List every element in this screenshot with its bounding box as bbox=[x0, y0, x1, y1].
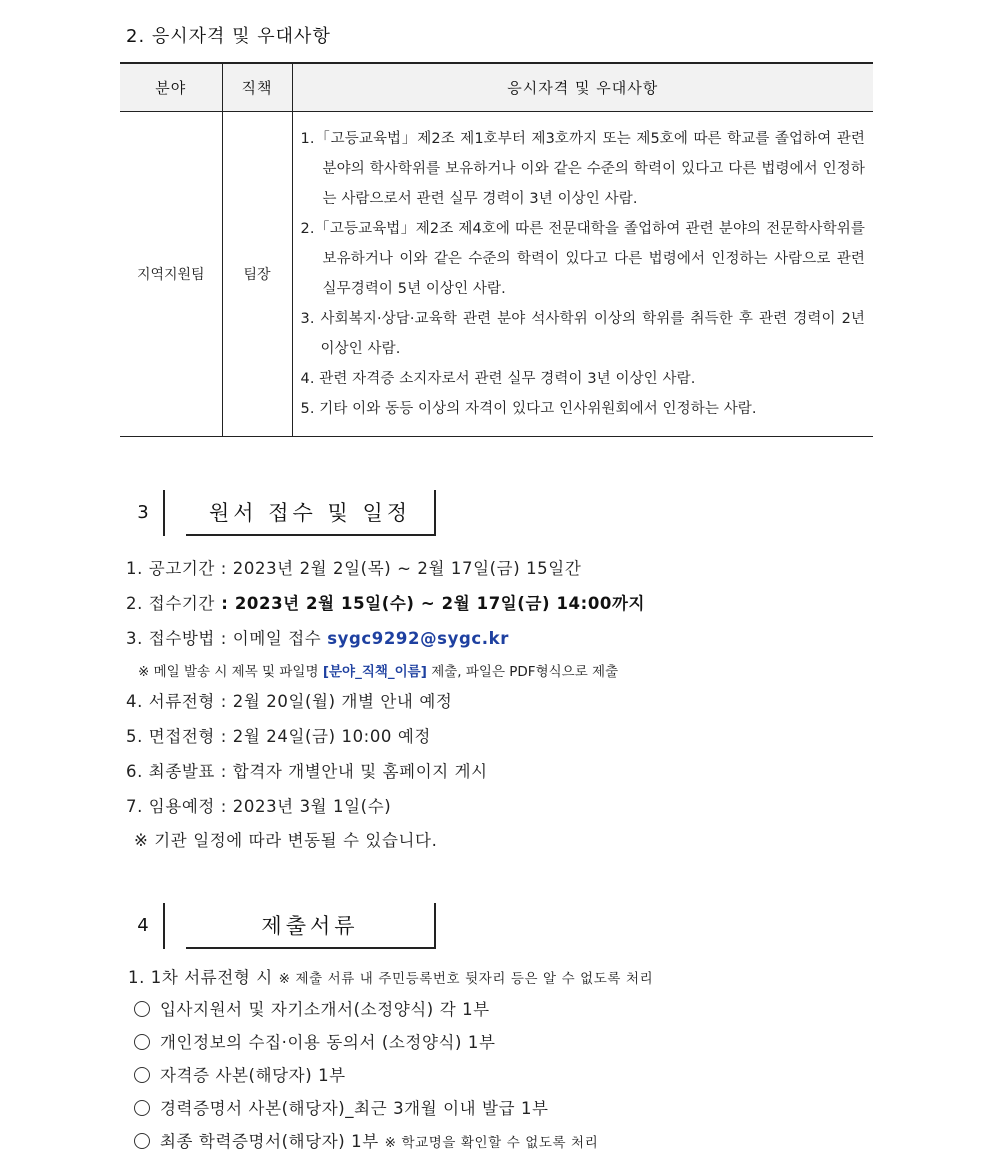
qualification-item-2: 2.「고등교육법」제2조 제4호에 따른 전문대학을 졸업하여 관련 분야의 전문학사학위를 보유하거나 이와 같은 수준의 학력이 있다고 다른 법령에서 인정하는 사람으로 관련 실무경력이 5년 이상인 사람. bbox=[300, 221, 865, 297]
qualifications-table bbox=[120, 62, 873, 437]
doc-item-3: 자격증 사본(해당자) 1부 bbox=[160, 1066, 346, 1085]
section-3-title: 원서 접수 및 일정 bbox=[186, 490, 436, 536]
list-item bbox=[134, 1029, 496, 1053]
circle-bullet-icon bbox=[134, 1133, 150, 1149]
email-note-post: 제출, 파일은 PDF형식으로 제출 bbox=[426, 664, 619, 680]
receipt-period-label: 2. 접수기간 bbox=[126, 594, 215, 613]
email-note-pre: ※ 메일 발송 시 제목 및 파일명 bbox=[138, 664, 323, 680]
list-item bbox=[134, 996, 490, 1020]
receipt-method-label: 3. 접수방법 : 이메일 접수 bbox=[126, 629, 328, 648]
first-screening-label: 1. 1차 서류전형 시 bbox=[128, 968, 279, 987]
list-item bbox=[134, 1095, 549, 1119]
interview-screening: 5. 면접전형 : 2월 24일(금) 10:00 예정 bbox=[126, 727, 431, 746]
receipt-period-value: : 2023년 2월 15일(수) ~ 2월 17일(금) 14:00까지 bbox=[214, 594, 646, 613]
qualification-item-3: 3. 사회복지·상담·교육학 관련 분야 석사학위 이상의 학위를 취득한 후 관련 경력이 2년 이상인 사람. bbox=[300, 311, 865, 357]
cell-qualifications bbox=[292, 112, 873, 437]
section-3-header bbox=[123, 490, 436, 536]
cell-field: 지역지원팀 bbox=[120, 112, 222, 437]
schedule-change-note: ※ 기관 일정에 따라 변동될 수 있습니다. bbox=[134, 831, 438, 850]
receipt-method bbox=[126, 625, 509, 649]
section-3-number: 3 bbox=[123, 490, 165, 536]
qualification-item-4: 4. 관련 자격증 소지자로서 관련 실무 경력이 3년 이상인 사람. bbox=[300, 371, 696, 387]
header-position: 직책 bbox=[222, 63, 292, 112]
doc-item-2: 개인정보의 수집·이용 동의서 (소정양식) 1부 bbox=[160, 1033, 496, 1052]
qualification-item-1: 1.「고등교육법」제2조 제1호부터 제3호까지 또는 제5호에 따른 학교를 졸업하여 관련분야의 학사학위를 보유하거나 이와 같은 수준의 학력이 있다고 다른 법령에서 인정하는 사람으로서 관련 실무 경력이 3년 이상인 사람. bbox=[300, 131, 865, 207]
circle-bullet-icon bbox=[134, 1001, 150, 1017]
section-4-title: 제출서류 bbox=[186, 903, 436, 949]
doc-item-5: 최종 학력증명서(해당자) 1부 bbox=[160, 1132, 385, 1151]
header-qualifications: 응시자격 및 우대사항 bbox=[292, 63, 873, 112]
section-4-number: 4 bbox=[123, 903, 165, 949]
circle-bullet-icon bbox=[134, 1067, 150, 1083]
header-field: 분야 bbox=[120, 63, 222, 112]
receipt-period bbox=[126, 590, 645, 614]
doc-item-5-note: ※ 학교명을 확인할 수 없도록 처리 bbox=[384, 1135, 599, 1151]
list-item bbox=[134, 1128, 598, 1152]
table-row bbox=[120, 112, 873, 437]
circle-bullet-icon bbox=[134, 1100, 150, 1116]
section-4-header bbox=[123, 903, 436, 949]
cell-position: 팀장 bbox=[222, 112, 292, 437]
qualification-item-5: 5. 기타 이와 동등 이상의 자격이 있다고 인사위원회에서 인정하는 사람. bbox=[300, 401, 757, 417]
final-announcement: 6. 최종발표 : 합격자 개별안내 및 홈페이지 게시 bbox=[126, 762, 488, 781]
notice-period: 1. 공고기간 : 2023년 2월 2일(목) ~ 2월 17일(금) 15일간 bbox=[126, 559, 582, 578]
list-item bbox=[134, 1062, 346, 1086]
document-screening: 4. 서류전형 : 2월 20일(월) 개별 안내 예정 bbox=[126, 692, 453, 711]
first-screening-note: ※ 제출 서류 내 주민등록번호 뒷자리 등은 알 수 없도록 처리 bbox=[278, 971, 654, 987]
doc-item-4: 경력증명서 사본(해당자)_최근 3개월 이내 발급 1부 bbox=[160, 1099, 549, 1118]
hire-date: 7. 임용예정 : 2023년 3월 1일(수) bbox=[126, 797, 392, 816]
table-header-row bbox=[120, 63, 873, 112]
email-note-format: [분야_직책_이름] bbox=[322, 664, 427, 680]
first-screening-line bbox=[128, 964, 653, 988]
section-2-heading: 2. 응시자격 및 우대사항 bbox=[126, 26, 331, 47]
circle-bullet-icon bbox=[134, 1034, 150, 1050]
email-note bbox=[138, 660, 618, 680]
doc-item-1: 입사지원서 및 자기소개서(소정양식) 각 1부 bbox=[160, 1000, 490, 1019]
email-address[interactable]: sygc9292@sygc.kr bbox=[327, 629, 509, 648]
